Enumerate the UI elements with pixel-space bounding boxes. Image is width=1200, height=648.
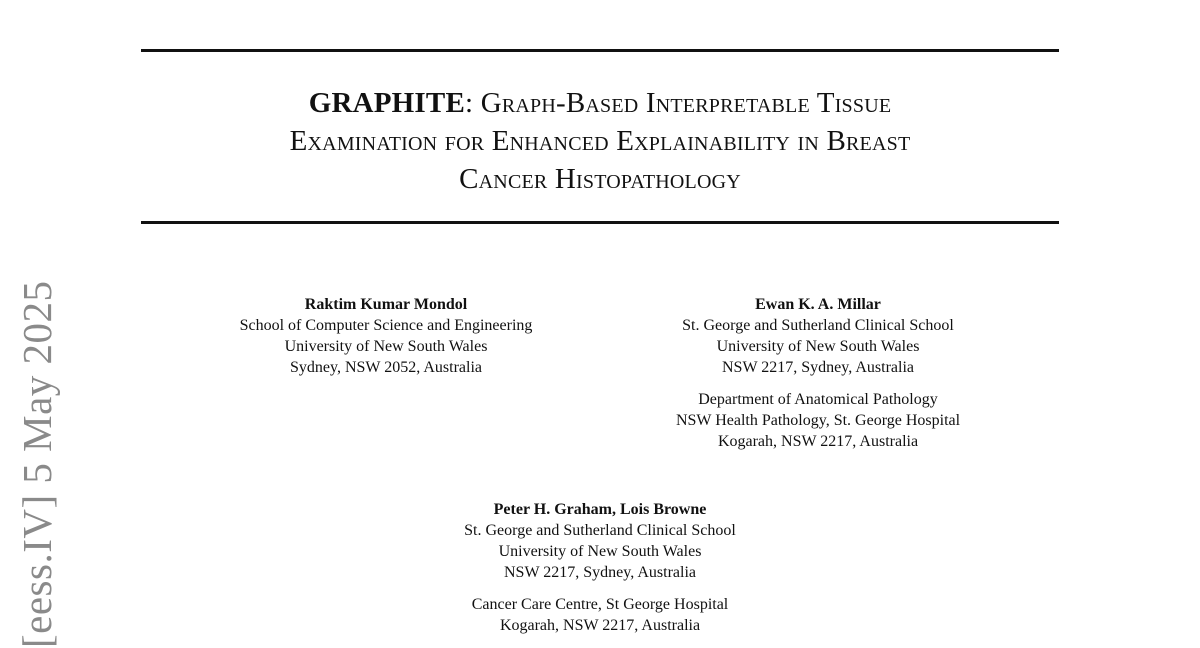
- author-affiliation-line: St. George and Sutherland Clinical School: [682, 317, 954, 334]
- author-affiliation-line: Kogarah, NSW 2217, Australia: [499, 617, 701, 634]
- author-affiliation-line: University of New South Wales: [498, 543, 702, 560]
- arxiv-side-stamp: [eess.IV] 5 May 2025: [14, 280, 60, 648]
- author-affiliation-line: Kogarah, NSW 2217, Australia: [717, 433, 919, 450]
- author-affiliation-line: Department of Anatomical Pathology: [698, 391, 938, 408]
- author-affiliation-line: University of New South Wales: [284, 338, 488, 355]
- author-affiliation-line: University of New South Wales: [716, 338, 920, 355]
- author-name: Raktim Kumar Mondol: [304, 296, 468, 313]
- author-name: Ewan K. A. Millar: [755, 296, 881, 313]
- author-affiliation-line: NSW Health Pathology, St. George Hospital: [675, 412, 961, 429]
- author-affiliation-line: NSW 2217, Sydney, Australia: [504, 564, 696, 581]
- author-block-mondol: [186, 294, 586, 378]
- author-affiliation-line: Cancer Care Centre, St George Hospital: [471, 596, 729, 613]
- author-affiliation-line: School of Computer Science and Engineering: [239, 317, 533, 334]
- title-line-1: [141, 84, 1059, 122]
- affiliation-gap: [400, 583, 800, 594]
- title-line-3: Cancer Histopathology: [459, 163, 741, 195]
- author-name: Peter H. Graham, Lois Browne: [493, 501, 707, 518]
- title-rule-top: [141, 49, 1059, 52]
- author-affiliation-line: NSW 2217, Sydney, Australia: [722, 359, 914, 376]
- title-bold-part: GRAPHITE: [308, 87, 465, 119]
- author-block-graham-browne: [400, 499, 800, 636]
- title-rule-bottom: [141, 221, 1059, 224]
- author-affiliation-line: St. George and Sutherland Clinical School: [464, 522, 736, 539]
- paper-title: [141, 84, 1059, 198]
- author-affiliation-line: Sydney, NSW 2052, Australia: [290, 359, 482, 376]
- affiliation-gap: [618, 378, 1018, 389]
- title-rest: : Graph-Based Interpretable Tissue: [465, 87, 892, 119]
- author-block-millar: [618, 294, 1018, 452]
- title-line-2: Examination for Enhanced Explainability in Breast: [289, 125, 911, 157]
